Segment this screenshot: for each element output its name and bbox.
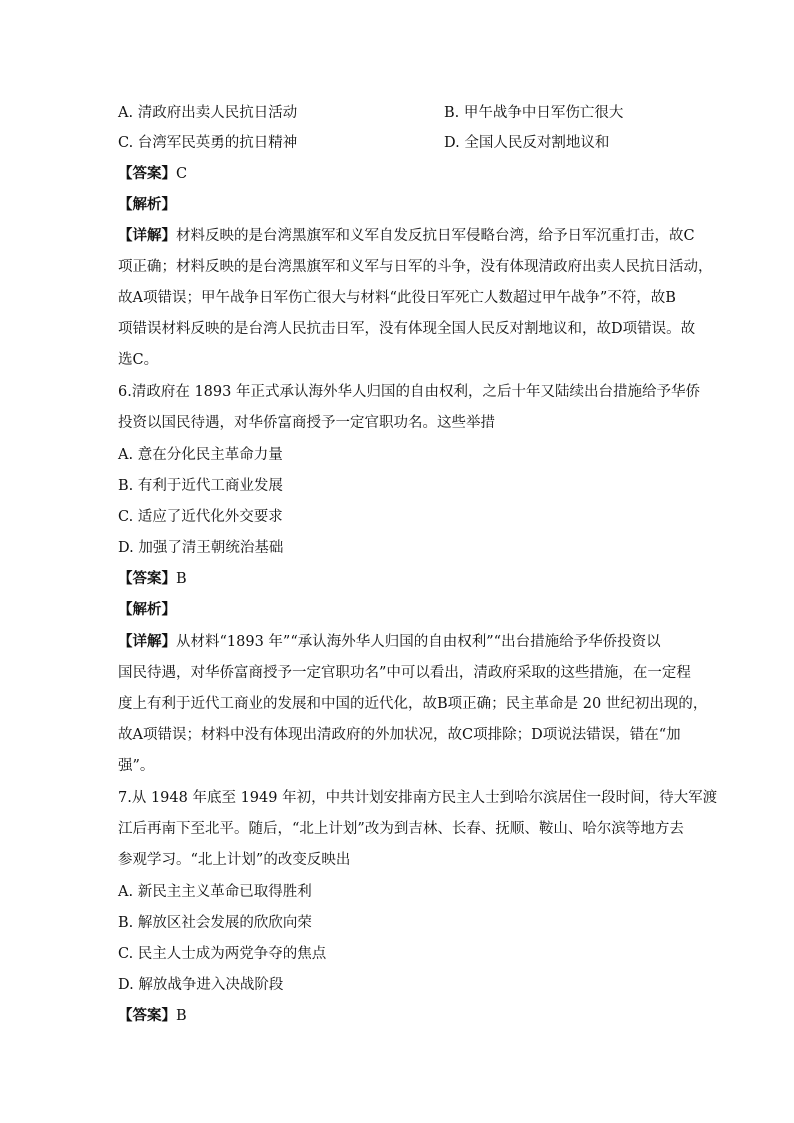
answer-tag: 【答案】 <box>118 570 176 587</box>
q6-detail-line-1 <box>118 632 678 652</box>
q6-detail-line-4: 故A项错误；材料中没有体现出清政府的外加状况，故C项排除；D项说法错误，错在“加 <box>118 727 681 743</box>
answer-value: C <box>176 166 188 182</box>
q5-option-b: B. 甲午战争中日军伤亡很大 <box>444 105 624 121</box>
detail-tag: 【详解】 <box>118 633 176 650</box>
q7-stem-line-1: 7.从 1948 年底至 1949 年初，中共计划安排南方民主人士到哈尔滨居住一段时间，待大军渡 <box>118 790 718 806</box>
q7-stem-line-2: 江后再南下至北平。随后，“北上计划”改为到吉林、长春、抚顺、鞍山、哈尔滨等地方去 <box>118 821 684 837</box>
q6-stem-line-1: 6.清政府在 1893 年正式承认海外华人归国的自由权利，之后十年又陆续出台措施给予华侨 <box>118 384 700 400</box>
q5-option-d: D. 全国人民反对割地议和 <box>444 135 610 151</box>
detail-text: 材料反映的是台湾黑旗军和义军自发反抗日军侵略台湾，给予日军沉重打击，故C <box>176 228 695 244</box>
q5-detail-line-1 <box>118 226 695 246</box>
q6-answer <box>118 569 187 589</box>
q5-option-a: A. 清政府出卖人民抗日活动 <box>118 105 298 121</box>
q6-option-c: C. 适应了近代化外交要求 <box>118 509 283 525</box>
q5-detail-line-4: 项错误材料反映的是台湾人民抗击日军，没有体现全国人民反对割地议和，故D项错误。故 <box>118 321 696 337</box>
answer-tag: 【答案】 <box>118 165 176 182</box>
q6-detail-line-3: 度上有利于近代工商业的发展和中国的近代化，故B项正确；民主革命是 20 世纪初出现的， <box>118 696 708 712</box>
q6-option-a: A. 意在分化民主革命力量 <box>118 447 283 463</box>
detail-tag: 【详解】 <box>118 227 176 244</box>
q7-option-d: D. 解放战争进入决战阶段 <box>118 977 284 993</box>
q5-detail-line-2: 项正确；材料反映的是台湾黑旗军和义军与日军的斗争，没有体现清政府出卖人民抗日活动， <box>118 259 713 275</box>
answer-value: B <box>176 571 187 587</box>
q5-answer <box>118 164 187 184</box>
q6-detail-line-5: 强”。 <box>118 758 155 774</box>
q6-analysis-tag: 【解析】 <box>118 601 176 618</box>
q7-stem-line-3: 参观学习。“北上计划”的改变反映出 <box>118 852 351 868</box>
q6-detail-line-2: 国民待遇，对华侨富商授予一定官职功名”中可以看出，清政府采取的这些措施，在一定程 <box>118 665 691 681</box>
q7-answer <box>118 1006 187 1026</box>
q5-detail-line-3: 故A项错误；甲午战争日军伤亡很大与材料“此役日军死亡人数超过甲午战争”不符，故B <box>118 290 676 306</box>
q7-option-a: A. 新民主主义革命已取得胜利 <box>118 884 312 900</box>
q7-option-c: C. 民主人士成为两党争夺的焦点 <box>118 946 327 962</box>
detail-text: 从材料“1893 年”“承认海外华人归国的自由权利”“出台措施给予华侨投资以 <box>176 634 661 650</box>
q6-option-b: B. 有利于近代工商业发展 <box>118 478 283 494</box>
q6-stem-line-2: 投资以国民待遇，对华侨富商授予一定官职功名。这些举措 <box>118 415 495 431</box>
answer-value: B <box>176 1008 187 1024</box>
q5-detail-line-5: 选C。 <box>118 352 159 368</box>
answer-tag: 【答案】 <box>118 1007 176 1024</box>
q7-option-b: B. 解放区社会发展的欣欣向荣 <box>118 915 312 931</box>
q6-option-d: D. 加强了清王朝统治基础 <box>118 540 284 556</box>
q5-analysis-tag: 【解析】 <box>118 196 176 213</box>
q5-option-c: C. 台湾军民英勇的抗日精神 <box>118 135 298 151</box>
